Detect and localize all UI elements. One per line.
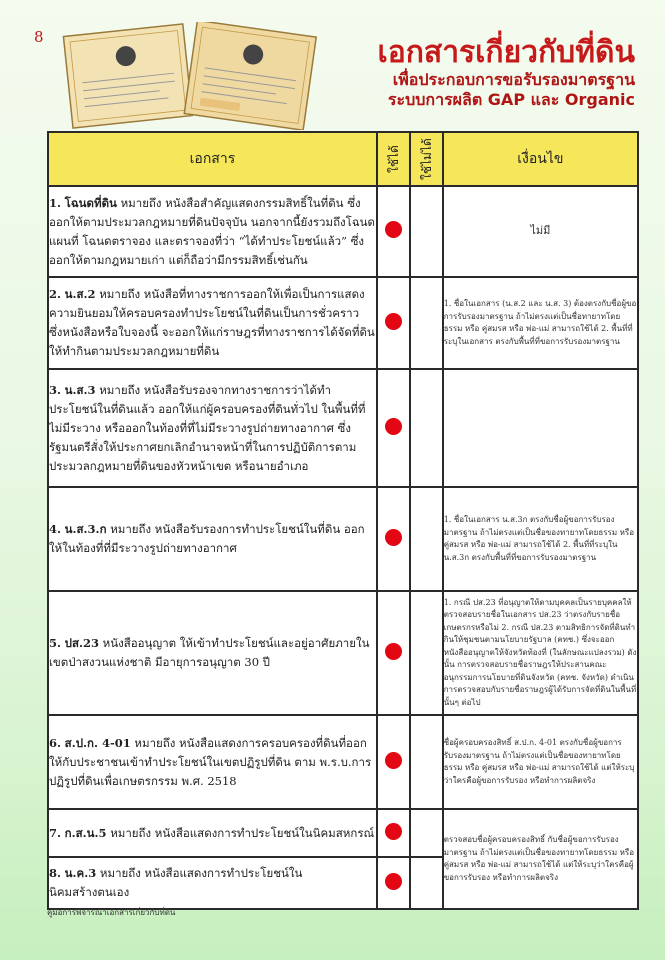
page-title: เอกสารเกี่ยวกับที่ดิน xyxy=(377,35,635,70)
page-subtitle-2: ระบบการผลิต GAP และ Organic xyxy=(387,90,635,109)
table-row xyxy=(48,809,638,857)
not-usable-cell xyxy=(410,857,443,909)
page-subtitle: เพื่อประกอบการขอรับรองมาตรฐาน xyxy=(392,70,635,89)
not-usable-cell xyxy=(410,277,443,369)
header-usable: ใช้ได้ xyxy=(377,132,410,186)
document-cell: 3. น.ส.3 หมายถึง หนังสือรับรองจากทางราชการว่าได้ทำประโยชน์ในที่ดินแล้ว ออกให้แก่ผู้ครอบครองที่ดินทั่วไป ในพื้นที่ที่ไม่มีระวาง หรือออกในท้องที่ที่ไม่มีระวางรูปถ่ายทางอากาศ ซึ่งรัฐมนตรีสั่งให้ประกาศยกเลิกอำนาจหน้าที่ในการปฏิบัติการตามประมวลกฎหมายที่ดินของหัวหน้าเขต หรือนายอำเภอ xyxy=(48,369,377,487)
red-dot-marker xyxy=(385,418,402,435)
header-condition: เงื่อนไข xyxy=(443,132,638,186)
not-usable-cell xyxy=(410,715,443,809)
red-dot-marker xyxy=(385,313,402,330)
condition-cell: 1. ชื่อในเอกสาร (น.ส.2 และ น.ส. 3) ต้องตรงกับชื่อผู้ขอการรับรองมาตรฐาน ถ้าไม่ตรงแต่เป็นชื่อทายาทโดยธรรม หรือ คู่สมรส หรือ พ่อ-แม่ สามารถใช้ได้ 2. พื้นที่ที่ระบุในเอกสาร ตรงกับพื้นที่ที่ขอการรับรองมาตรฐาน xyxy=(443,277,638,369)
page-title-block xyxy=(335,36,635,110)
red-dot-marker xyxy=(385,529,402,546)
document-cell: 7. ก.ส.น.5 หมายถึง หนังสือแสดงการทำประโยชน์ในนิคมสหกรณ์ xyxy=(48,809,377,857)
not-usable-cell xyxy=(410,809,443,857)
table-row xyxy=(48,369,638,487)
red-dot-marker xyxy=(385,643,402,660)
condition-cell xyxy=(443,369,638,487)
condition-cell: ไม่มี xyxy=(443,186,638,277)
red-dot-marker xyxy=(385,752,402,769)
document-cell: 8. น.ค.3 หมายถึง หนังสือแสดงการทำประโยชน์ในนิคมสร้างตนเอง xyxy=(48,857,377,909)
table-row xyxy=(48,591,638,715)
table-row xyxy=(48,487,638,591)
table-header-row xyxy=(48,132,638,186)
usable-cell xyxy=(377,591,410,715)
document-cell: 6. ส.ป.ก. 4-01 หมายถึง หนังสือแสดงการครอบครองที่ดินที่ออกให้กับประชาชนเข้าทำประโยชน์ในเขตปฏิรูปที่ดิน ตาม พ.ร.บ.การปฏิรูปที่ดินเพื่อเกษตรกรรม พ.ศ. 2518 xyxy=(48,715,377,809)
land-document-table xyxy=(47,131,639,910)
header-document: เอกสาร xyxy=(48,132,377,186)
not-usable-cell xyxy=(410,591,443,715)
usable-cell xyxy=(377,277,410,369)
usable-cell xyxy=(377,809,410,857)
not-usable-cell xyxy=(410,369,443,487)
usable-cell xyxy=(377,369,410,487)
not-usable-cell xyxy=(410,186,443,277)
condition-cell: 1. ชื่อในเอกสาร น.ส.3ก ตรงกับชื่อผู้ขอการรับรองมาตรฐาน ถ้าไม่ตรงแต่เป็นชื่อของทายาทโดยธรรม หรือ คู่สมรส หรือ พ่อ-แม่ สามารถใช้ได้ 2. พื้นที่ที่ระบุใน น.ส.3ก ตรงกับพื้นที่ที่ขอการรับรองมาตรฐาน xyxy=(443,487,638,591)
condition-cell: 1. กรณี ปส.23 ที่อนุญาตให้ตามบุคคลเป็นรายบุคคลให้ตรวจสอบรายชื่อในเอกสาร ปส.23 ว่าตรงกับรายชื่อเกษตรกรหรือไม่ 2. กรณี ปส.23 ตามสิทธิการจัดที่ดินทำกินให้ชุมชนตามนโยบายรัฐบาล (คทช.) ซึ่งจะออกหนังสืออนุญาตให้จังหวัดท้องที่ (ในลักษณะแปลงรวม) ดังนั้น การตรวจสอบรายชื่อราษฎรให้ประสานคณะอนุกรรมการนโยบายที่ดินจังหวัด (คทช. จังหวัด) ดำเนินการตรวจสอบกับรายชื่อราษฎรผู้ได้รับการจัดที่ดินในพื้นที่นั้นๆ ต่อไป xyxy=(443,591,638,715)
table-row xyxy=(48,715,638,809)
table-row xyxy=(48,277,638,369)
condition-cell: ตรวจสอบชื่อผู้ครอบครองสิทธิ์ กับชื่อผู้ขอการรับรองมาตรฐาน ถ้าไม่ตรงแต่เป็นชื่อของทายาทโดยธรรม หรือ คู่สมรส หรือ พ่อ-แม่ สามารถใช้ได้ แต่ให้ระบุว่าใครคือผู้ขอการรับรอง หรือทำการผลิตจริง xyxy=(443,809,638,909)
page-number: 8 xyxy=(34,28,44,46)
condition-cell: ชื่อผู้ครอบครองสิทธิ์ ส.ป.ก. 4-01 ตรงกับชื่อผู้ขอการรับรองมาตรฐาน ถ้าไม่ตรงแต่เป็นชื่อของทายาทโดยธรรม หรือ คู่สมรส หรือ พ่อ-แม่ สามารถใช้ได้ แต่ให้ระบุว่าใครคือผู้ขอการรับรอง หรือทำการผลิตจริง xyxy=(443,715,638,809)
header-not-usable: ใช้ไม่ได้ xyxy=(410,132,443,186)
red-dot-marker xyxy=(385,221,402,238)
red-dot-marker xyxy=(385,823,402,840)
document-cell: 4. น.ส.3.ก หมายถึง หนังสือรับรองการทำประโยชน์ในที่ดิน ออกให้ในท้องที่ที่มีระวางรูปถ่ายทางอากาศ xyxy=(48,487,377,591)
usable-cell xyxy=(377,715,410,809)
red-dot-marker xyxy=(385,873,402,890)
not-usable-cell xyxy=(410,487,443,591)
usable-cell xyxy=(377,857,410,909)
document-cell: 2. น.ส.2 หมายถึง หนังสือที่ทางราชการออกให้เพื่อเป็นการแสดงความยินยอมให้ครอบครองทำประโยชน์ในที่ดินเป็นการชั่วคราว ซึ่งหนังสือหรือใบจองนี้ จะออกให้แก่ราษฎรที่ทางราชการได้จัดที่ดินให้ทำกินตามประมวลกฎหมายที่ดิน xyxy=(48,277,377,369)
document-cell: 1. โฉนดที่ดิน หมายถึง หนังสือสำคัญแสดงกรรมสิทธิ์ในที่ดิน ซึ่งออกให้ตามประมวลกฎหมายที่ดินปัจจุบัน นอกจากนี้ยังรวมถึงโฉนดแผนที่ โฉนดตราจอง และตราจองที่ว่า “ได้ทำประโยชน์แล้ว” ซึ่งออกให้ตามกฎหมายเก่า แต่ก็ถือว่ามีกรรมสิทธิ์เช่นกัน xyxy=(48,186,377,277)
usable-cell xyxy=(377,487,410,591)
footer-caption: คู่มือการพิจารณาเอกสารเกี่ยวกับที่ดิน xyxy=(47,908,176,917)
table-row xyxy=(48,186,638,277)
usable-cell xyxy=(377,186,410,277)
land-deed-documents-illustration xyxy=(58,22,318,130)
document-cell: 5. ปส.23 หนังสืออนุญาต ให้เข้าทำประโยชน์และอยู่อาศัยภายในเขตป่าสงวนแห่งชาติ มีอายุการอนุญาต 30 ปี xyxy=(48,591,377,715)
